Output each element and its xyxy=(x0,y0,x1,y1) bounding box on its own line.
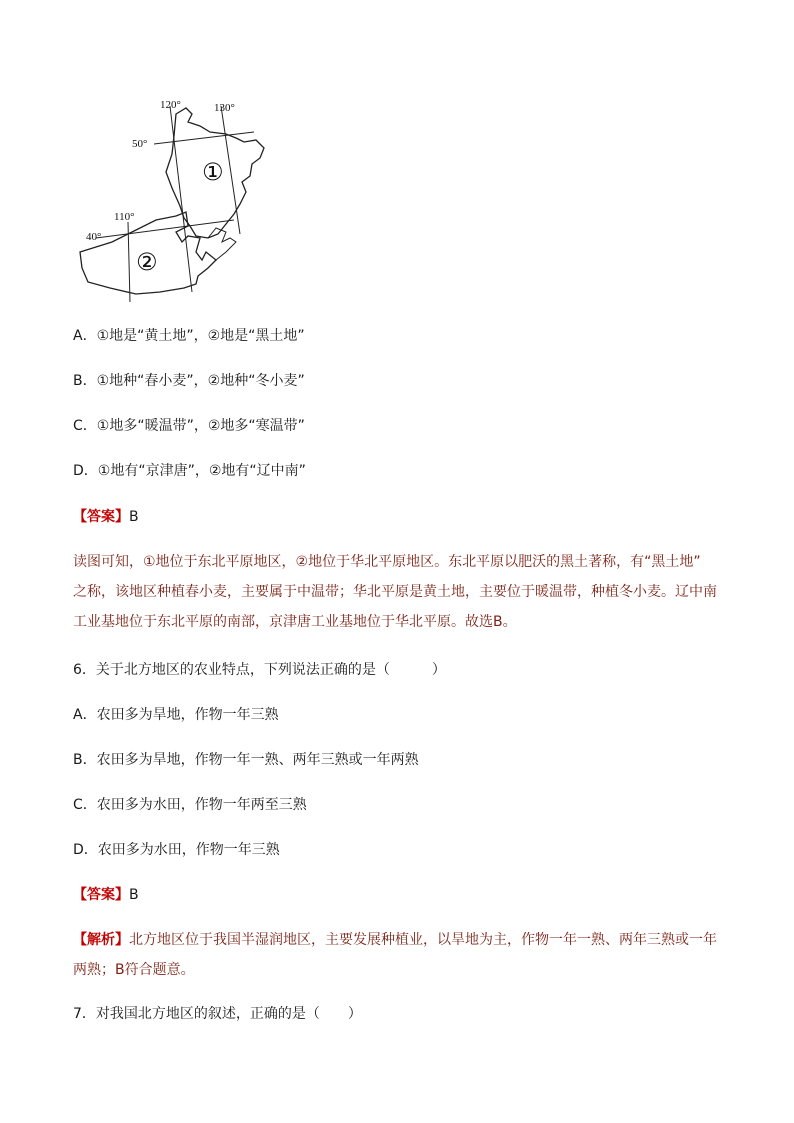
q5-explanation-line-3: 工业基地位于东北平原的南部，京津唐工业基地位于华北平原。故选B。 xyxy=(73,614,517,630)
q6-option-c: C．农田多为水田，作物一年两至三熟 xyxy=(73,797,307,813)
region-label-1: ① xyxy=(202,158,224,186)
region-label-2: ② xyxy=(136,248,158,276)
q5-explanation-line-1: 读图可知，①地位于东北平原地区，②地位于华北平原地区。东北平原以肥沃的黑土著称，有“黑土地” xyxy=(73,554,701,570)
lon-120-line xyxy=(170,106,192,292)
q5-option-c: C．①地多“暖温带”，②地多“寒温带” xyxy=(73,418,305,434)
q6-answer xyxy=(73,885,139,905)
q5-answer-value: B xyxy=(129,509,139,525)
q6-option-b: B．农田多为旱地，作物一年一熟、两年三熟或一年两熟 xyxy=(73,752,419,768)
q5-option-a: A．①地是“黄土地”，②地是“黑土地” xyxy=(73,328,305,344)
q6-explanation-line-2: 两熟；B符合题意。 xyxy=(73,962,195,978)
coastline xyxy=(208,228,236,260)
lat-50-line xyxy=(154,132,254,144)
q6-stem: 6．关于北方地区的农业特点，下列说法正确的是（ ） xyxy=(73,662,446,678)
q6-explain-text-1: 北方地区位于我国半湿润地区，主要发展种植业，以旱地为主，作物一年一熟、两年三熟或一年 xyxy=(129,932,717,948)
lat-label-40: 40° xyxy=(86,231,102,243)
q6-explanation-line-1 xyxy=(73,925,723,955)
q6-explain-label: 【解析】 xyxy=(73,932,129,948)
q7-stem: 7．对我国北方地区的叙述，正确的是（ ） xyxy=(73,1006,362,1022)
q6-answer-value: B xyxy=(129,887,139,903)
region-map xyxy=(76,92,286,302)
lon-label-120: 120° xyxy=(160,99,181,111)
q6-option-d: D．农田多为水田，作物一年三熟 xyxy=(73,842,280,858)
q5-option-b: B．①地种“春小麦”，②地种“冬小麦” xyxy=(73,373,305,389)
q6-answer-label: 【答案】 xyxy=(73,887,129,903)
lat-label-50: 50° xyxy=(132,138,148,150)
lon-label-130: 130° xyxy=(214,102,235,114)
q5-option-d: D．①地有“京津唐”，②地有“辽中南” xyxy=(73,463,306,479)
q5-answer xyxy=(73,507,139,527)
q5-answer-label: 【答案】 xyxy=(73,509,129,525)
lon-130-line xyxy=(221,106,240,234)
q5-explanation xyxy=(73,547,723,637)
q6-option-a: A．农田多为旱地，作物一年三熟 xyxy=(73,707,279,723)
q5-explanation-line-2: 之称，该地区种植春小麦，主要属于中温带；华北平原是黄土地，主要位于暖温带，种植冬小麦。辽中南 xyxy=(73,584,717,600)
q6-explanation xyxy=(73,925,723,985)
lon-label-110: 110° xyxy=(114,211,135,223)
